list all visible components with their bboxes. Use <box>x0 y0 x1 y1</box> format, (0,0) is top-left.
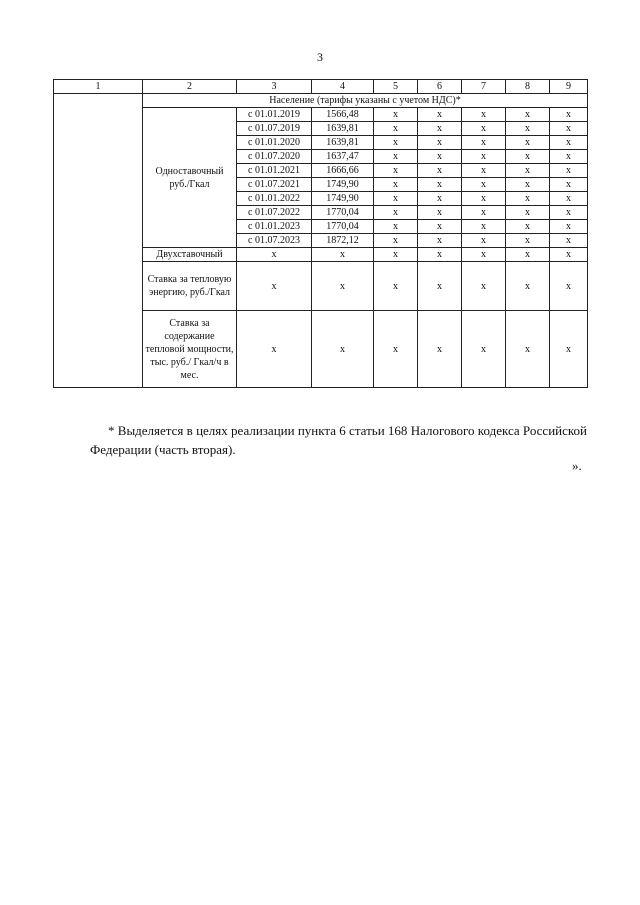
x-mark: x <box>237 248 312 262</box>
x-mark: x <box>462 234 506 248</box>
period-cell: с 01.07.2023 <box>237 234 312 248</box>
period-cell: с 01.01.2019 <box>237 108 312 122</box>
x-mark: x <box>550 192 588 206</box>
x-mark: x <box>506 136 550 150</box>
section-row <box>54 94 588 108</box>
x-mark: x <box>506 262 550 311</box>
x-mark: x <box>374 178 418 192</box>
x-mark: x <box>550 108 588 122</box>
x-mark: x <box>506 164 550 178</box>
footnote: * Выделяется в целях реализации пункта 6 статьи 168 Налогового кодекса Российской Федерации (часть вторая). <box>90 423 587 457</box>
x-mark: x <box>462 150 506 164</box>
x-mark: x <box>418 122 462 136</box>
period-cell: с 01.07.2020 <box>237 150 312 164</box>
column-number: 9 <box>550 80 588 94</box>
x-mark: x <box>374 136 418 150</box>
x-mark: x <box>550 311 588 388</box>
x-mark: x <box>418 150 462 164</box>
x-mark: x <box>506 234 550 248</box>
x-mark: x <box>374 248 418 262</box>
tariff-value: 1770,04 <box>312 206 374 220</box>
period-cell: с 01.07.2021 <box>237 178 312 192</box>
tariff-value: 1639,81 <box>312 136 374 150</box>
x-mark: x <box>506 192 550 206</box>
x-mark: x <box>418 108 462 122</box>
x-mark: x <box>374 192 418 206</box>
blank-cell <box>54 94 143 388</box>
column-number: 7 <box>462 80 506 94</box>
x-mark: x <box>462 220 506 234</box>
tariff-value: 1770,04 <box>312 220 374 234</box>
x-mark: x <box>550 220 588 234</box>
x-mark: x <box>550 136 588 150</box>
period-cell: с 01.07.2019 <box>237 122 312 136</box>
x-mark: x <box>506 248 550 262</box>
x-mark: x <box>374 108 418 122</box>
x-mark: x <box>418 178 462 192</box>
x-mark: x <box>550 150 588 164</box>
tariff-table <box>53 79 588 388</box>
x-mark: x <box>550 164 588 178</box>
tariff-table-body <box>54 80 588 388</box>
x-mark: x <box>312 248 374 262</box>
tariff-value: 1749,90 <box>312 178 374 192</box>
tariff-value: 1566,48 <box>312 108 374 122</box>
x-mark: x <box>374 311 418 388</box>
x-mark: x <box>374 122 418 136</box>
x-mark: x <box>462 178 506 192</box>
x-mark: x <box>418 136 462 150</box>
x-mark: x <box>506 220 550 234</box>
x-mark: x <box>312 262 374 311</box>
x-mark: x <box>418 248 462 262</box>
x-mark: x <box>418 220 462 234</box>
x-mark: x <box>462 136 506 150</box>
tariff-value: 1872,12 <box>312 234 374 248</box>
tariff-value: 1749,90 <box>312 192 374 206</box>
x-mark: x <box>506 150 550 164</box>
column-number: 5 <box>374 80 418 94</box>
x-mark: x <box>418 192 462 206</box>
x-mark: x <box>550 206 588 220</box>
x-mark: x <box>506 311 550 388</box>
column-number-row <box>54 80 588 94</box>
tariff-value: 1666,66 <box>312 164 374 178</box>
section-title: Население (тарифы указаны с учетом НДС)* <box>143 94 588 108</box>
x-mark: x <box>462 192 506 206</box>
x-mark: x <box>506 206 550 220</box>
page-number: 3 <box>317 50 323 64</box>
x-mark: x <box>550 178 588 192</box>
x-mark: x <box>462 164 506 178</box>
tariff-value: 1639,81 <box>312 122 374 136</box>
x-mark: x <box>418 262 462 311</box>
x-mark: x <box>374 150 418 164</box>
x-mark: x <box>237 311 312 388</box>
column-number: 3 <box>237 80 312 94</box>
x-mark: x <box>550 234 588 248</box>
column-number: 2 <box>143 80 237 94</box>
x-mark: x <box>418 164 462 178</box>
x-mark: x <box>462 122 506 136</box>
x-mark: x <box>462 262 506 311</box>
x-mark: x <box>550 248 588 262</box>
x-mark: x <box>374 234 418 248</box>
x-mark: x <box>462 248 506 262</box>
column-number: 6 <box>418 80 462 94</box>
x-mark: x <box>374 220 418 234</box>
x-mark: x <box>374 262 418 311</box>
x-mark: x <box>506 178 550 192</box>
x-mark: x <box>462 311 506 388</box>
one-rate-label: Одноставочный руб./Гкал <box>143 108 237 248</box>
x-mark: x <box>374 206 418 220</box>
two-rate-label: Двухставочный <box>143 248 237 262</box>
x-mark: x <box>418 234 462 248</box>
x-mark: x <box>462 206 506 220</box>
x-mark: x <box>418 206 462 220</box>
closing-quote: ». <box>572 458 582 473</box>
x-mark: x <box>237 262 312 311</box>
period-cell: с 01.01.2022 <box>237 192 312 206</box>
x-mark: x <box>374 164 418 178</box>
x-mark: x <box>550 122 588 136</box>
x-mark: x <box>418 311 462 388</box>
x-mark: x <box>312 311 374 388</box>
column-number: 1 <box>54 80 143 94</box>
energy-rate-label: Ставка за тепловую энергию, руб./Гкал <box>143 262 237 311</box>
x-mark: x <box>462 108 506 122</box>
period-cell: с 01.07.2022 <box>237 206 312 220</box>
tariff-value: 1637,47 <box>312 150 374 164</box>
x-mark: x <box>506 108 550 122</box>
column-number: 4 <box>312 80 374 94</box>
capacity-rate-label: Ставка за содержание тепловой мощности, тыс. руб./ Гкал/ч в мес. <box>143 311 237 388</box>
period-cell: с 01.01.2020 <box>237 136 312 150</box>
x-mark: x <box>550 262 588 311</box>
x-mark: x <box>506 122 550 136</box>
period-cell: с 01.01.2023 <box>237 220 312 234</box>
period-cell: с 01.01.2021 <box>237 164 312 178</box>
column-number: 8 <box>506 80 550 94</box>
